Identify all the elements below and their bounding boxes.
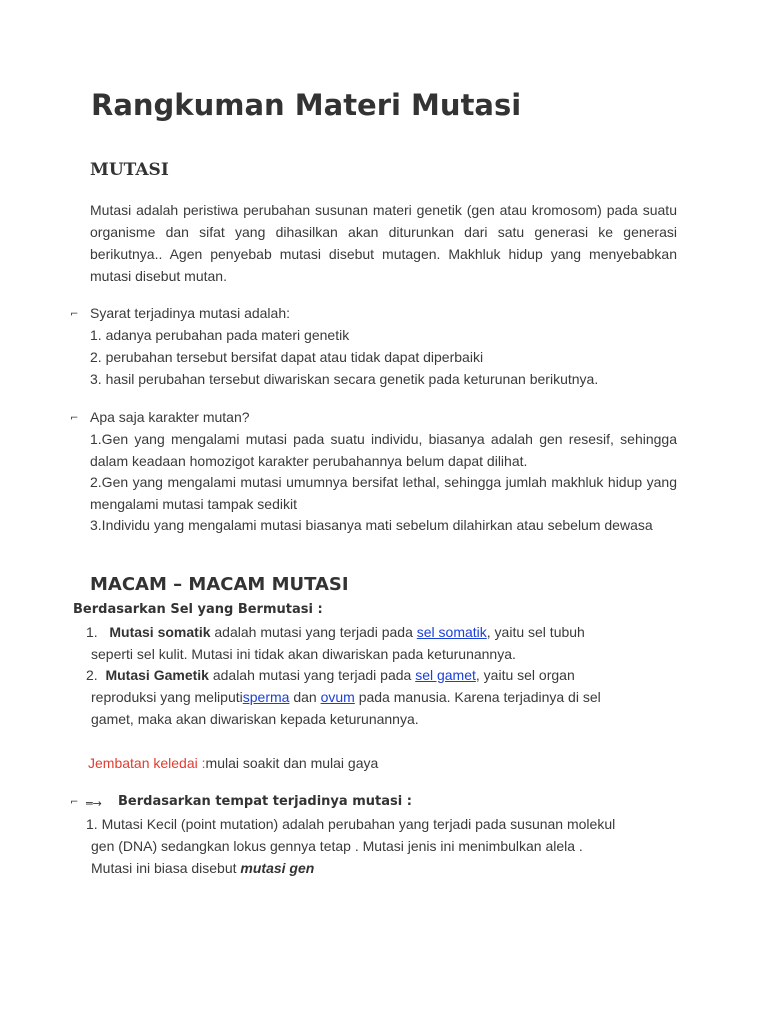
jembatan-label: Jembatan keledai : <box>88 755 206 771</box>
syarat-item: 2. perubahan tersebut bersifat dapat atau tidak dapat diperbaiki <box>90 349 484 365</box>
list-item-mutasi-kecil: 1. Mutasi Kecil (point mutation) adalah perubahan yang terjadi pada susunan molekul <box>86 816 616 832</box>
link-sel-somatik[interactable]: sel somatik <box>416 624 487 640</box>
section-heading-mutasi: MUTASI <box>90 160 169 180</box>
list-item-somatik <box>86 621 585 643</box>
link-ovum[interactable]: ovum <box>320 689 355 705</box>
subheading-berdasarkan-sel: Berdasarkan Sel yang Bermutasi : <box>73 602 323 617</box>
text: pada manusia. Karena terjadinya di sel <box>354 689 601 705</box>
subheading-tempat: Berdasarkan tempat terjadinya mutasi : <box>118 794 412 809</box>
term-somatik: Mutasi somatik <box>109 624 211 640</box>
karakter-item: 1.Gen yang mengalami mutasi pada suatu individu, biasanya adalah gen resesif, sehingga dalam keadaan homozigot karakter perubahannya belum dapat dilihat. <box>90 431 677 469</box>
text: reproduksi yang meliputi <box>91 689 243 705</box>
link-sel-gamet[interactable]: sel gamet <box>415 667 476 683</box>
text: adalah mutasi yang terjadi pada <box>208 667 416 683</box>
bullet-icon: ⌐ <box>70 797 79 808</box>
list-item-gametik <box>86 664 575 686</box>
list-item-gametik-cont: gamet, maka akan diwariskan kepada keturunannya. <box>91 711 419 727</box>
page-title: Rangkuman Materi Mutasi <box>91 88 522 122</box>
text: Mutasi ini biasa disebut <box>91 860 241 876</box>
arrow-icon: ═→ <box>86 797 102 810</box>
list-item-mutasi-kecil-cont <box>91 857 314 879</box>
text: adalah mutasi yang terjadi pada <box>210 624 417 640</box>
karakter-item: 2.Gen yang mengalami mutasi umumnya bersifat lethal, sehingga jumlah makhluk hidup yang mengalami mutasi tampak sedikit <box>90 474 677 512</box>
term-mutasi-gen: mutasi gen <box>240 860 315 876</box>
jembatan-text: mulai soakit dan mulai gaya <box>205 755 379 771</box>
karakter-lead: Apa saja karakter mutan? <box>90 409 250 425</box>
intro-paragraph: Mutasi adalah peristiwa perubahan susunan materi genetik (gen atau kromosom) pada suatu organisme dan sifat yang dihasilkan akan diturunkan dari satu generasi ke generasi berikutnya.. Agen penyebab mutasi disebut mutagen. Makhluk hidup yang menyebabkan mutasi disebut mutan. <box>90 202 677 284</box>
text: , yaitu sel organ <box>475 667 575 683</box>
jembatan-keledai <box>88 752 378 774</box>
list-item-somatik-cont: seperti sel kulit. Mutasi ini tidak akan diwariskan pada keturunannya. <box>91 646 516 662</box>
syarat-item: 1. adanya perubahan pada materi genetik <box>90 327 350 343</box>
bullet-icon: ⌐ <box>70 309 79 320</box>
list-number: 2. <box>86 667 98 683</box>
term-gametik: Mutasi Gametik <box>105 667 209 683</box>
bullet-icon: ⌐ <box>70 413 79 424</box>
list-item-gametik-cont <box>91 686 601 708</box>
text: dan <box>289 689 321 705</box>
text: , yaitu sel tubuh <box>486 624 585 640</box>
list-number: 1. <box>86 624 98 640</box>
syarat-item: 3. hasil perubahan tersebut diwariskan secara genetik pada keturunan berikutnya. <box>90 371 599 387</box>
karakter-item: 3.Individu yang mengalami mutasi biasanya mati sebelum dilahirkan atau sebelum dewasa <box>90 517 653 533</box>
list-item-mutasi-kecil-cont: gen (DNA) sedangkan lokus gennya tetap . Mutasi jenis ini menimbulkan alela . <box>91 838 583 854</box>
link-sperma[interactable]: sperma <box>242 689 290 705</box>
section-heading-macam: MACAM – MACAM MUTASI <box>90 574 349 595</box>
syarat-lead: Syarat terjadinya mutasi adalah: <box>90 305 290 321</box>
